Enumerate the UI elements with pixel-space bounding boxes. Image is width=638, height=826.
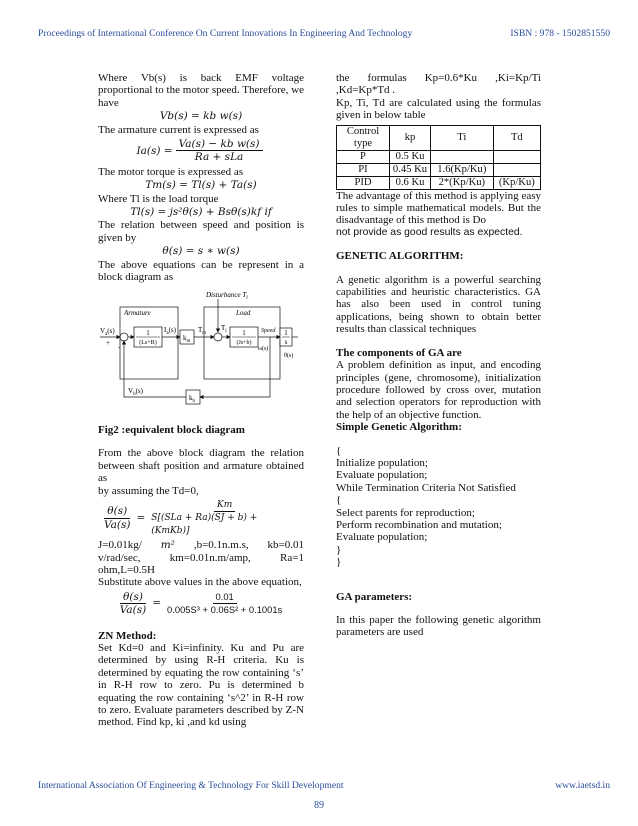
block1-numerator: 1 — [146, 328, 150, 337]
equation-lhs: Ia(s) = — [136, 144, 173, 157]
code-line: } — [336, 543, 342, 556]
page-footer — [38, 780, 610, 791]
denominator: Ra + sLa — [194, 151, 244, 164]
paragraph: From the above block diagram the relation between shaft position and armature obtained as — [98, 447, 304, 485]
paragraph: The armature current is expressed as — [98, 123, 259, 136]
table-cell: 1.6(Kp/Ku) — [431, 163, 494, 176]
code-line: } — [336, 556, 342, 569]
page-number: 89 — [314, 800, 324, 811]
zn-tuning-table — [336, 125, 541, 190]
ia-label: $I_a(s)$ — [164, 325, 176, 336]
paragraph: Where Vb(s) is back EMF voltage proportional to the motor speed. Therefore, we have — [98, 72, 304, 109]
table-cell — [493, 163, 540, 176]
table-row — [337, 150, 541, 163]
param-km: km=0.01n.m/amp, — [169, 551, 251, 564]
numerator: 0.01 — [213, 591, 237, 604]
fraction — [101, 505, 133, 531]
code-line: Evaluate population; — [336, 531, 428, 544]
equation-transfer-function: $\frac{\theta(s)}{Va(s)}$ = $\frac{Km}{\text{S[(SLa + Ra)(SJ + b) + (KmKb)]}}$ — [98, 499, 304, 537]
theta-label: θ(s) — [284, 352, 294, 359]
block1-denominator: (Ls+R) — [139, 339, 157, 346]
equation-speed-position: θ(s) = s ∗ w(s) — [162, 245, 240, 258]
table-cell: 0.6 Ku — [390, 176, 431, 189]
code-line: Perform recombination and mutation; — [336, 518, 502, 531]
equation-back-emf: Vb(s) = kb w(s) — [159, 110, 243, 123]
param-ra: Ra=1 — [280, 551, 304, 564]
tl-label: $T_l$ — [221, 323, 227, 334]
summing-junction-1 — [120, 333, 128, 341]
paragraph: not provide as good results as expected. — [336, 226, 523, 238]
table-header-row — [337, 125, 541, 150]
code-line: While Termination Criteria Not Satisfied — [336, 481, 516, 494]
paragraph: The above equations can be represent in a block diagram as — [98, 258, 304, 284]
left-column — [98, 72, 304, 729]
fraction — [164, 591, 285, 617]
section-heading-zn: ZN Method: — [98, 629, 157, 642]
speed-label: Speed — [261, 327, 276, 334]
vb-label: $V_b(s)$ — [128, 386, 143, 397]
numerator: Va(s) − kb w(s) — [176, 138, 263, 151]
equation-motor-torque: Tm(s) = Tl(s) + Ta(s) — [145, 179, 257, 192]
section-heading-ga: GENETIC ALGORITHM: — [336, 250, 464, 263]
numerator: θ(s) — [104, 505, 130, 518]
table-cell: P — [337, 150, 390, 163]
footer-website: www.iaetsd.in — [555, 780, 610, 791]
code-line: Select parents for reproduction; — [336, 506, 475, 519]
paragraph: The relation between speed and position is given by — [98, 219, 304, 244]
equation-armature-current — [98, 138, 304, 164]
table-cell: 2*(Kp/Ku) — [431, 176, 494, 189]
paragraph: A genetic algorithm is a powerful searching capabilities and heuristic characteristics. GA has also been used in control tuning applications, being shown to obtain better results than classical techniques — [336, 273, 541, 336]
code-line: { — [336, 444, 342, 457]
numerator: Km — [214, 499, 235, 512]
table-header: Ti — [431, 125, 494, 150]
section-heading-ga-params: GA parameters: — [336, 590, 413, 603]
denominator: 0.005S³ + 0.06S² + 0.1001s — [167, 604, 283, 616]
table-header: kp — [390, 125, 431, 150]
paragraph: Set Kd=0 and Ki=infinity. Ku and Pu are determined by using R-H criteria. Ku is determined by equating the row containing ‘s’ in R-H row to zero. Pu is determined b equating the row containing ‘s^2’ in R-H row to zero. Evaluate parameters described by Z-N method. Find kp, ki ,and kd using — [98, 642, 304, 729]
paragraph: the formulas Kp=0.6*Ku ,Ki=Kp/Ti ,Kd=Kp*Td . — [336, 72, 541, 97]
denominator: S[(SLa + Ra)(SJ + b) + (KmKb)] — [151, 513, 258, 536]
armature-label: Armature — [124, 308, 151, 317]
header-conference: Proceedings of International Conference On Current Innovations In Engineering And Technology — [38, 28, 413, 39]
paragraph: The motor torque is expressed as — [98, 165, 244, 178]
table-header: Control type — [337, 125, 390, 150]
table-cell — [493, 150, 540, 163]
paragraph: Kp, Ti, Td are calculated using the formulas given in below table — [336, 96, 541, 122]
load-label: Load — [236, 308, 251, 317]
block3-denominator: s — [284, 337, 288, 346]
table-cell: PID — [337, 176, 390, 189]
minus-sign: - — [118, 342, 121, 351]
code-line: Evaluate population; — [336, 469, 428, 482]
disturbance-label: Disturbance $T_l$ — [206, 290, 248, 301]
param-j: J=0.01kg/ — [98, 539, 142, 552]
block2-denominator: (Js+b) — [236, 339, 252, 346]
table-cell: 0.5 Ku — [390, 150, 431, 163]
param-kb: kb=0.01 — [267, 539, 304, 552]
table-cell: 0.45 Ku — [390, 163, 431, 176]
table-cell: PI — [337, 163, 390, 176]
tm-label: $T_m$ — [198, 325, 207, 336]
block2-numerator: 1 — [242, 328, 246, 337]
numerator: θ(s) — [120, 591, 146, 604]
header-isbn: ISBN : 978 - 1502851550 — [510, 28, 610, 39]
page-header — [38, 28, 610, 39]
denominator: Va(s) — [119, 604, 147, 617]
block-diagram — [98, 287, 298, 417]
omega-label: ω(s) — [258, 345, 269, 352]
equation-load-torque: Tl(s) = js²θ(s) + Bsθ(s)kf if — [130, 206, 272, 219]
param-units: v/rad/sec, — [98, 551, 141, 564]
va-label: $V_a(s)$ — [100, 326, 115, 337]
km-label: $k_m$ — [183, 333, 191, 344]
kb-label: $k_b$ — [189, 393, 195, 404]
paragraph: Where Tl is the load torque — [98, 192, 219, 205]
right-column — [336, 72, 541, 639]
parameter-line — [98, 539, 304, 551]
fraction — [176, 138, 263, 164]
paragraph: by assuming the Td=0, — [98, 484, 199, 497]
summing-junction-2 — [214, 333, 222, 341]
table-row — [337, 163, 541, 176]
param-b: ,b=0.1n.m.s, — [193, 539, 249, 552]
paragraph: A problem definition as input, and encoding principles (gene, chromosome), initialization procedure followed by cross over, mutation and selection operators for reproduction with the help of an objective function. — [336, 359, 541, 421]
paragraph: The advantage of this method is applying easy rules to simple mathematical models. But the disadvantage of this method is Do — [336, 189, 541, 227]
plus-sign: + — [106, 338, 110, 347]
section-heading-simple-ga: Simple Genetic Algorithm: — [336, 421, 462, 434]
paragraph: In this paper the following genetic algorithm parameters are used — [336, 614, 541, 639]
equation-substituted: $\frac{\theta(s)}{Va(s)}$ = $\frac{0.01}{\text{0.005S³ + 0.06S² + 0.1001s}}$ — [98, 591, 304, 617]
parameter-line: ohm,L=0.5H — [98, 563, 155, 576]
fraction — [148, 499, 301, 537]
code-line: Initialize population; — [336, 456, 428, 469]
footer-association: International Association Of Engineering & Technology For Skill Development — [38, 780, 344, 791]
figure-caption: Fig2 :equivalent block diagram — [98, 423, 245, 436]
table-header: Td — [493, 125, 540, 150]
parameter-line — [98, 552, 304, 564]
fraction — [117, 591, 149, 617]
paragraph: Substitute above values in the above equation, — [98, 576, 302, 589]
param-m2: m² — [160, 539, 175, 552]
denominator: Va(s) — [104, 518, 131, 531]
table-row — [337, 176, 541, 189]
table-cell — [431, 150, 494, 163]
section-heading-components: The components of GA are — [336, 346, 462, 359]
code-line: { — [336, 494, 342, 507]
pseudocode — [336, 445, 541, 569]
table-cell: (Kp/Ku) — [493, 176, 540, 189]
block3-numerator: 1 — [284, 328, 288, 337]
